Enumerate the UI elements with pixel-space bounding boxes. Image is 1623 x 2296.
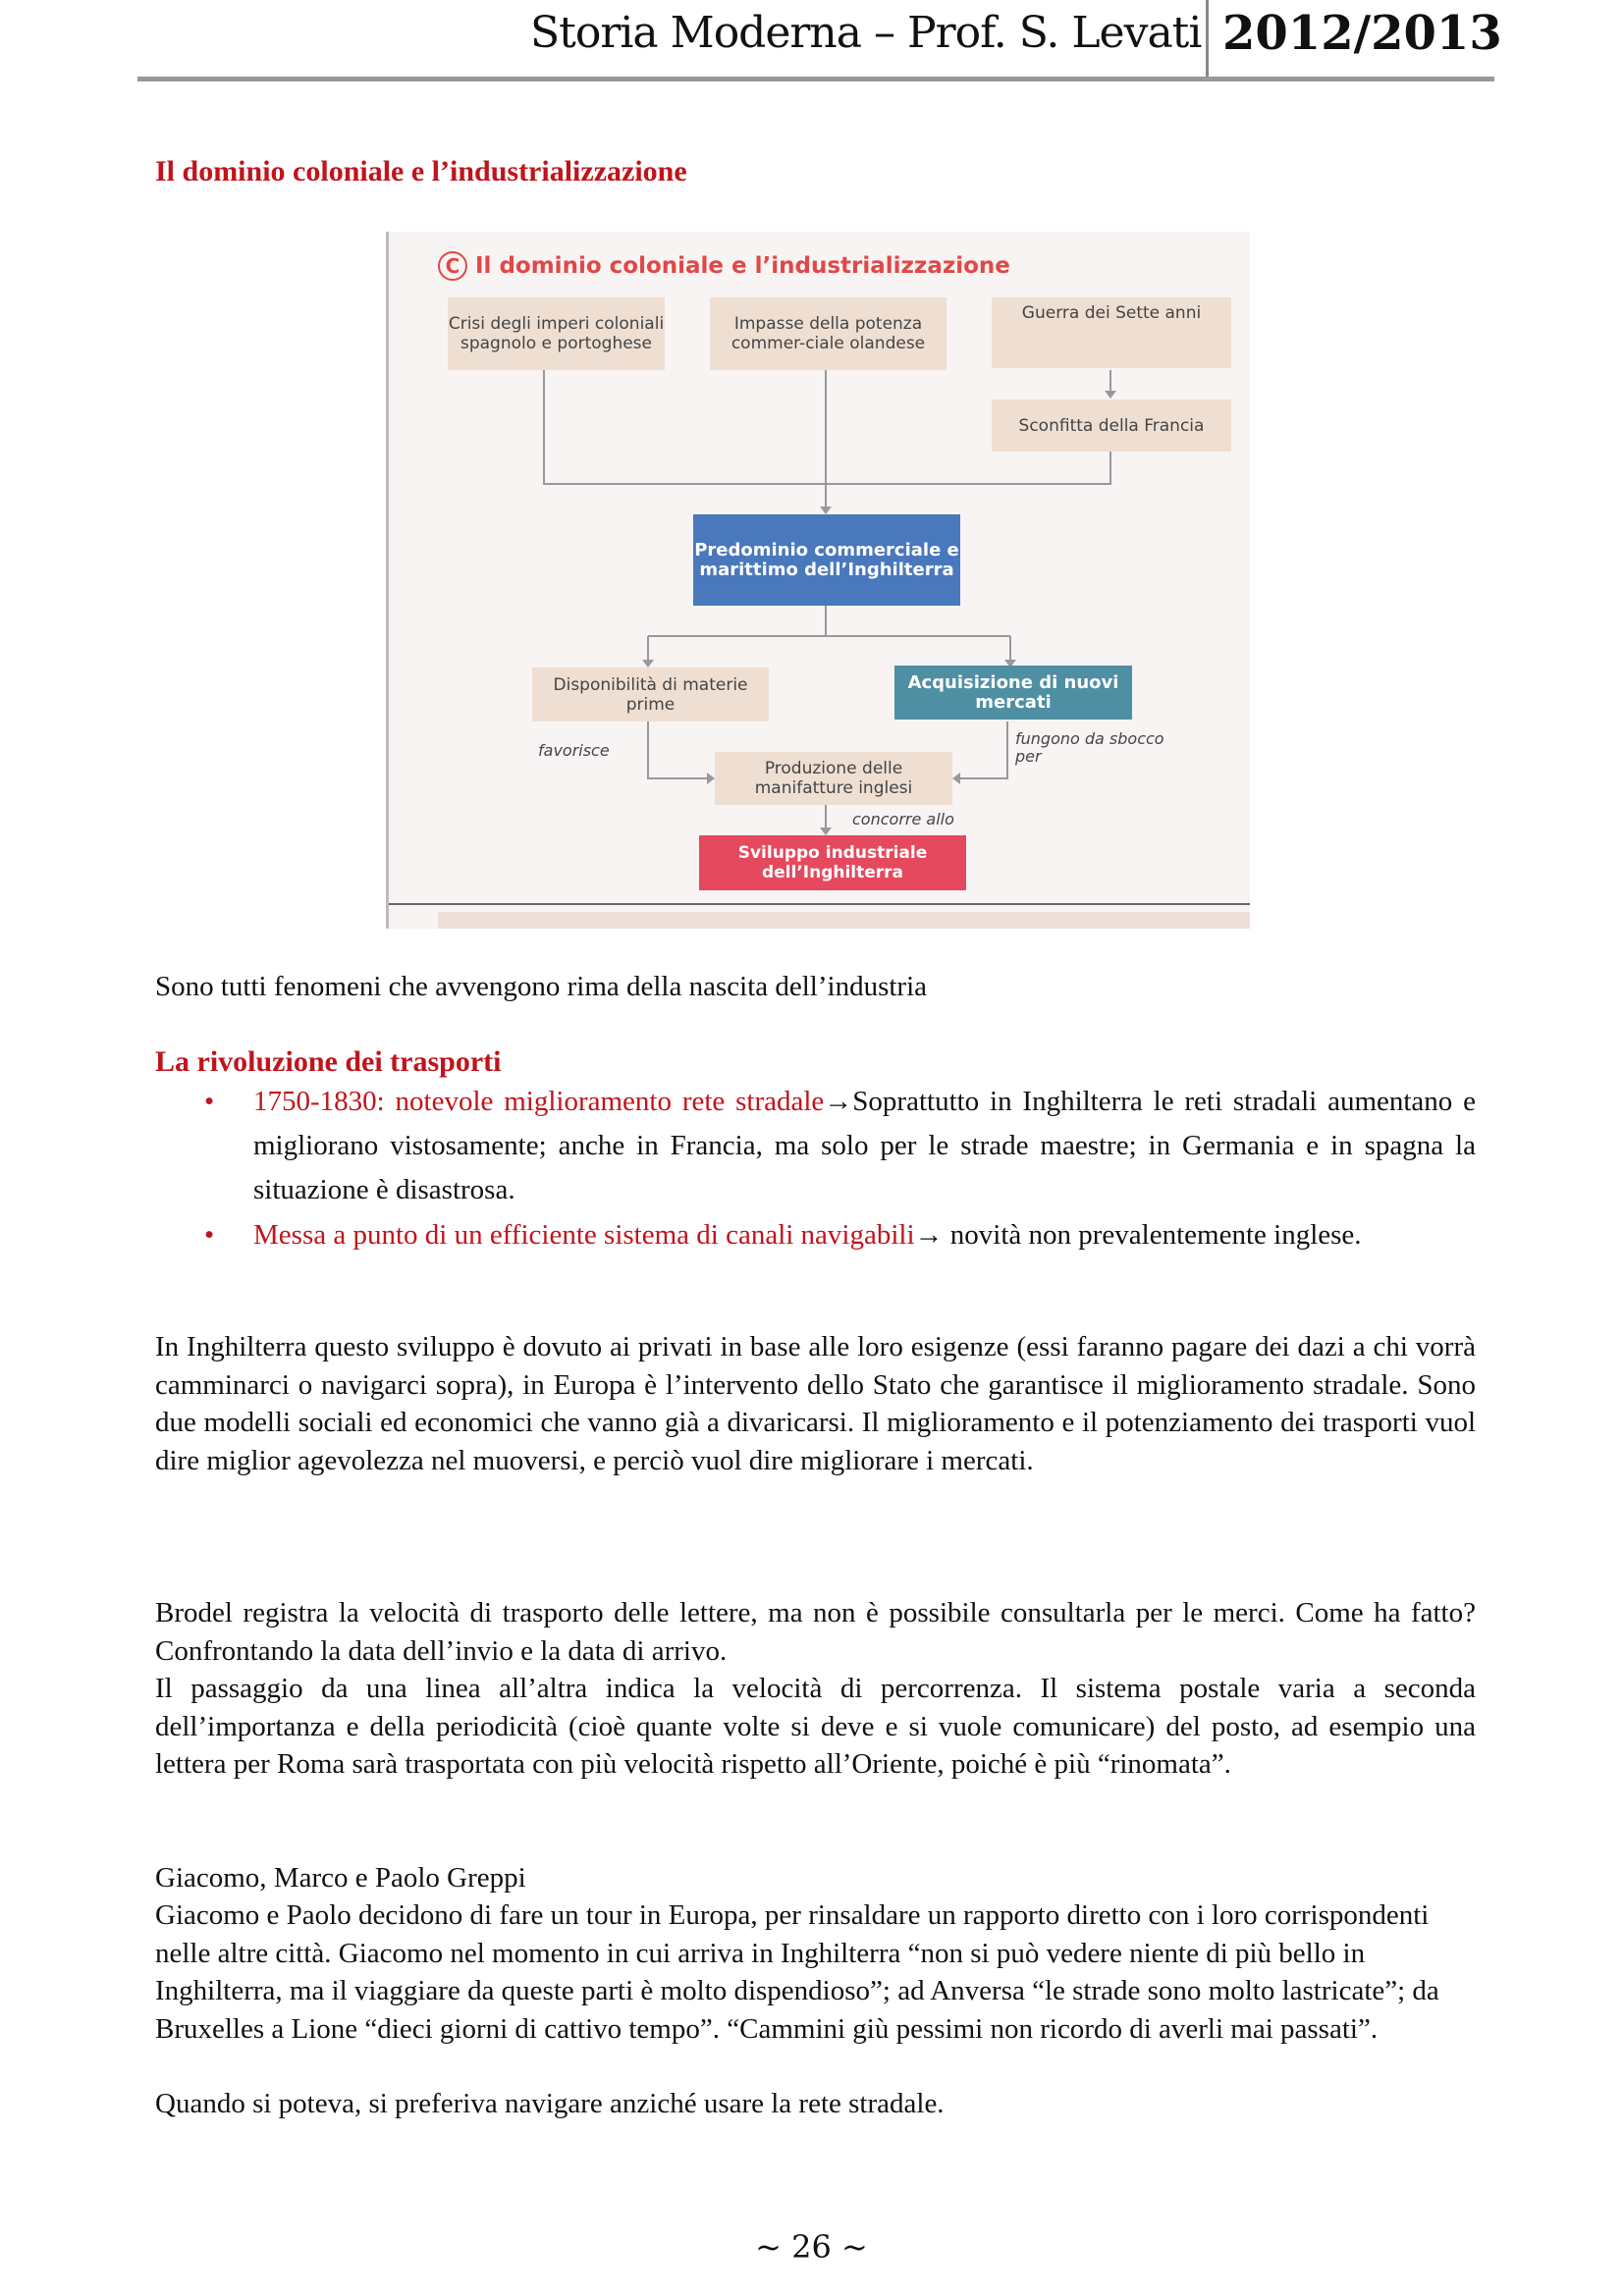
section-title-transport: La rivoluzione dei trasporti xyxy=(155,1045,502,1078)
header-rule xyxy=(137,77,1494,81)
diagram-title: C Il dominio coloniale e l’industrializzazione xyxy=(438,251,1010,281)
paragraph: Il passaggio da una linea all’altra indica la velocità di percorrenza. Il sistema postale varia a seconda dell’importanza e della periodicità (cioè quante volte si deve e si vuole comunicare) del posto, ad esempio una lettera per Roma sarà trasportata con più velocità rispetto all’Oriente, poiché è più “rinomata”. xyxy=(155,1673,1476,1780)
box-acquisizione: Acquisizione di nuovi mercati xyxy=(894,666,1132,720)
box-guerra-sette-anni: Guerra dei Sette anni xyxy=(992,297,1231,368)
bullet-item: • Messa a punto di un efficiente sistema di canali navigabili→ novità non prevalentemente inglese. xyxy=(253,1213,1476,1257)
label-concorre: concorre allo xyxy=(852,810,954,828)
caption-text: Sono tutti fenomeni che avvengono rima della nascita dell’industria xyxy=(155,971,928,1002)
paragraph: Giacomo e Paolo decidono di fare un tour in Europa, per rinsaldare un rapporto diretto con i loro corrispondenti nelle altre città. Giacomo nel momento in cui arriva in Inghilterra “non si può vedere niente di più bello in Inghilterra, ma il viaggiare da queste parti è molto dispendioso”; ad Anversa “le strade sono molto lastricate”; da Bruxelles a Lione “dieci giorni di cattivo tempo”. “Cammini giù pessimi non ricordo di averli mai passati”. xyxy=(155,1899,1439,2045)
box-sconfitta-francia: Sconfitta della Francia xyxy=(992,400,1231,452)
bullet-item: • 1750-1830: notevole miglioramento rete stradale→Soprattutto in Inghilterra le reti stradali aumentano e migliorano vistosamente; anche in Francia, ma solo per le strade maestre; in Germania e in spagna la situazione è disastrosa. xyxy=(253,1080,1476,1212)
diagram-image xyxy=(386,232,1250,929)
paragraph: Brodel registra la velocità di trasporto delle lettere, ma non è possibile consultarla per le merci. Come ha fatto? Confrontando la data dell’invio e la data di arrivo. xyxy=(155,1597,1476,1667)
box-sviluppo: Sviluppo industriale dell’Inghilterra xyxy=(699,835,966,890)
paragraph: Quando si poteva, si preferiva navigare anziché usare la rete stradale. xyxy=(155,2088,945,2119)
paragraph-heading: Giacomo, Marco e Paolo Greppi xyxy=(155,1862,526,1894)
box-crisi-imperi: Crisi degli imperi coloniali spagnolo e portoghese xyxy=(448,297,665,370)
box-predominio: Predominio commerciale e marittimo dell’Inghilterra xyxy=(693,514,960,606)
box-impasse-olandese: Impasse della potenza commer-ciale olandese xyxy=(710,297,947,370)
box-disponibilita: Disponibilità di materie prime xyxy=(532,667,769,721)
arrow-icon: → xyxy=(914,1219,944,1251)
section-title-colonial: Il dominio coloniale e l’industrializzazione xyxy=(155,155,687,187)
arrow-icon: → xyxy=(824,1086,853,1117)
label-favorisce: favorisce xyxy=(538,741,610,760)
diagram-badge: C xyxy=(438,251,467,281)
box-produzione: Produzione delle manifatture inglesi xyxy=(715,752,952,805)
header-year: 2012/2013 xyxy=(1222,6,1502,61)
paragraph: In Inghilterra questo sviluppo è dovuto ai privati in base alle loro esigenze (essi faranno pagare dei dazi a chi vorrà camminarci o navigarci sopra), in Europa è l’intervento dello Stato che garantisce il miglioramento stradale. Sono due modelli sociali ed economici che vanno già a divaricarsi. Il miglioramento e il potenziamento dei trasporti vuol dire miglior agevolezza nel muoversi, e perciò vuol dire migliorare i mercati. xyxy=(155,1331,1476,1476)
header-separator xyxy=(1206,0,1209,80)
label-fungono: fungono da sbocco per xyxy=(1015,729,1164,766)
page-number: ~ 26 ~ xyxy=(755,2228,868,2266)
header-title: Storia Moderna – Prof. S. Levati xyxy=(530,8,1202,58)
bullet-dot: • xyxy=(204,1219,215,1251)
bullet-dot: • xyxy=(204,1086,215,1117)
